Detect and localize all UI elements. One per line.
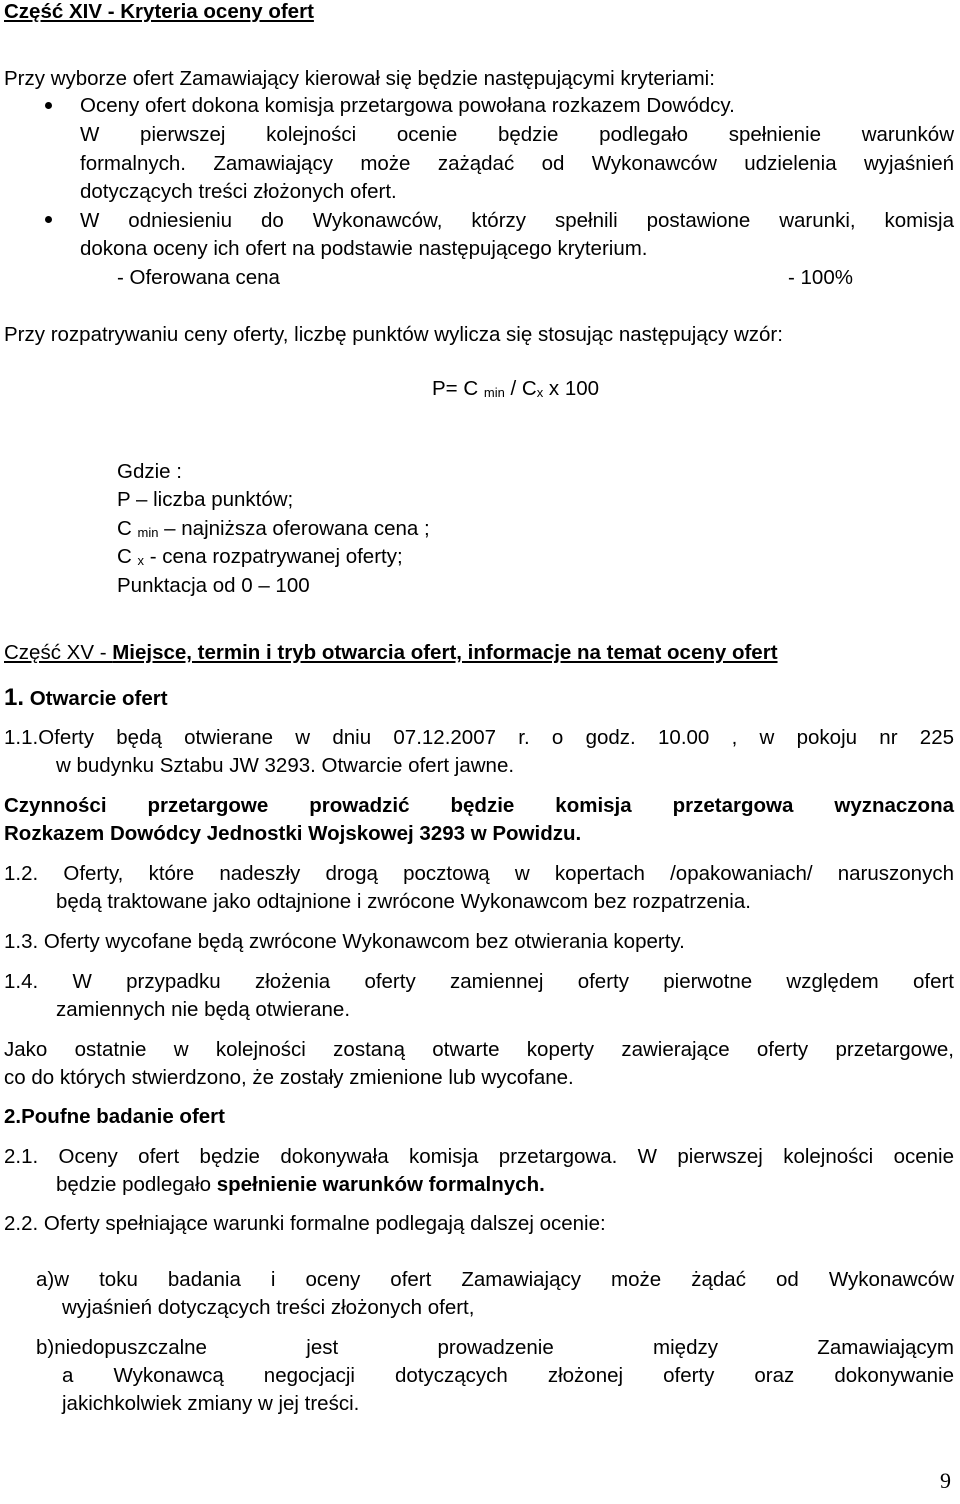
heading-confidential: 2.Poufne badanie ofert xyxy=(4,1105,225,1128)
p21-line1: 2.1. Oceny ofert będzie dokonywała komisja przetargowa. W pierwszej kolejności ocenie xyxy=(4,1145,954,1168)
legend-cmin-sub: min xyxy=(137,525,159,540)
legend-cmin-c: C xyxy=(117,517,132,540)
formula-mid: / C xyxy=(510,377,537,400)
formula-end: x 100 xyxy=(548,377,600,400)
criteria-intro: Przy wyborze ofert Zamawiający kierował się będzie następującymi kryteriami: xyxy=(4,67,715,90)
p14-line1: 1.4. W przypadku złożenia oferty zamiennej oferty pierwotne względem ofert xyxy=(4,970,954,993)
item-a-line1: a)w toku badania i oceny ofert Zamawiający może żądać od Wykonawców xyxy=(36,1268,954,1291)
bullet2-line1: W odniesieniu do Wykonawców, którzy spełnili postawione warunki, komisja xyxy=(80,209,954,232)
item-b-line1: b)niedopuszczalne jest prowadzenie między Zamawiającym xyxy=(36,1336,954,1359)
legend-cx-sub: x xyxy=(137,553,145,568)
p12-line1: 1.2. Oferty, które nadeszły drogą pocztową w kopertach /opakowaniach/ naruszonych xyxy=(4,862,954,885)
legend-cmin xyxy=(117,519,430,540)
section-14-title: Część XIV - Kryteria oceny ofert xyxy=(4,0,314,23)
page-number: 9 xyxy=(940,1468,951,1493)
p21-line2-bold: spełnienie warunków formalnych. xyxy=(216,1173,545,1196)
criterion-name: - Oferowana cena xyxy=(117,266,280,289)
last-line1: Jako ostatnie w kolejności zostaną otwarte koperty zawierające oferty przetargowe, xyxy=(4,1038,954,1061)
section-15-title-bold: Miejsce, termin i tryb otwarcia ofert, informacje na temat oceny ofert xyxy=(112,641,778,664)
formula-intro: Przy rozpatrywaniu ceny oferty, liczbę punktów wylicza się stosując następujący wzór: xyxy=(4,323,783,346)
item-a-line2: wyjaśnień dotyczących treści złożonych ofert, xyxy=(62,1296,475,1319)
p11-line1: 1.1.Oferty będą otwierane w dniu 07.12.2007 r. o godz. 10.00 , w pokoju nr 225 xyxy=(4,726,954,749)
heading-opening xyxy=(4,686,168,710)
p21-line2 xyxy=(56,1175,545,1196)
bullet1-line3: formalnych. Zamawiający może zażądać od Wykonawców udzielenia wyjaśnień xyxy=(80,152,954,175)
formula-x-sub: x xyxy=(536,385,544,400)
legend-cx-text: - cena rozpatrywanej oferty; xyxy=(149,545,403,568)
heading-opening-text: Otwarcie ofert xyxy=(29,687,168,710)
bullet-icon xyxy=(45,102,52,109)
heading-opening-num: 1. xyxy=(4,684,25,711)
item-b-line3: jakichkolwiek zmiany w jej treści. xyxy=(62,1392,360,1415)
formula-p: P= C xyxy=(432,377,479,400)
bullet1-line1: Oceny ofert dokona komisja przetargowa powołana rozkazem Dowódcy. xyxy=(80,94,735,117)
formula-min-sub: min xyxy=(483,385,505,400)
legend-cx-c: C xyxy=(117,545,132,568)
formula xyxy=(432,379,599,400)
section-15-title-prefix: Część XV - xyxy=(4,641,113,664)
legend-range: Punktacja od 0 – 100 xyxy=(117,574,310,597)
committee-line2: Rozkazem Dowódcy Jednostki Wojskowej 3293 w Powidzu. xyxy=(4,822,582,845)
legend-title: Gdzie : xyxy=(117,460,182,483)
criterion-weight: - 100% xyxy=(788,266,853,289)
p12-line2: będą traktowane jako odtajnione i zwrócone Wykonawcom bez rozpatrzenia. xyxy=(56,890,751,913)
legend-cmin-text: – najniższa oferowana cena ; xyxy=(164,517,430,540)
committee-line1: Czynności przetargowe prowadzić będzie komisja przetargowa wyznaczona xyxy=(4,794,954,817)
p11-line2: w budynku Sztabu JW 3293. Otwarcie ofert jawne. xyxy=(56,754,515,777)
bullet-icon xyxy=(45,216,52,223)
bullet1-line2: W pierwszej kolejności ocenie będzie podlegało spełnienie warunków xyxy=(80,123,954,146)
p22: 2.2. Oferty spełniające warunki formalne podlegają dalszej ocenie: xyxy=(4,1212,606,1235)
legend-cx xyxy=(117,547,403,568)
bullet1-line4: dotyczących treści złożonych ofert. xyxy=(80,180,397,203)
p13: 1.3. Oferty wycofane będą zwrócone Wykonawcom bez otwierania koperty. xyxy=(4,930,685,953)
legend-p: P – liczba punktów; xyxy=(117,488,294,511)
bullet2-line2: dokona oceny ich ofert na podstawie następującego kryterium. xyxy=(80,237,648,260)
p14-line2: zamiennych nie będą otwierane. xyxy=(56,998,351,1021)
section-15-title xyxy=(4,643,778,664)
p21-line2-text: będzie podlegało xyxy=(56,1173,217,1196)
last-line2: co do których stwierdzono, że zostały zmienione lub wycofane. xyxy=(4,1066,574,1089)
item-b-line2: a Wykonawcą negocjacji dotyczących złożonej oferty oraz dokonywanie xyxy=(62,1364,954,1387)
